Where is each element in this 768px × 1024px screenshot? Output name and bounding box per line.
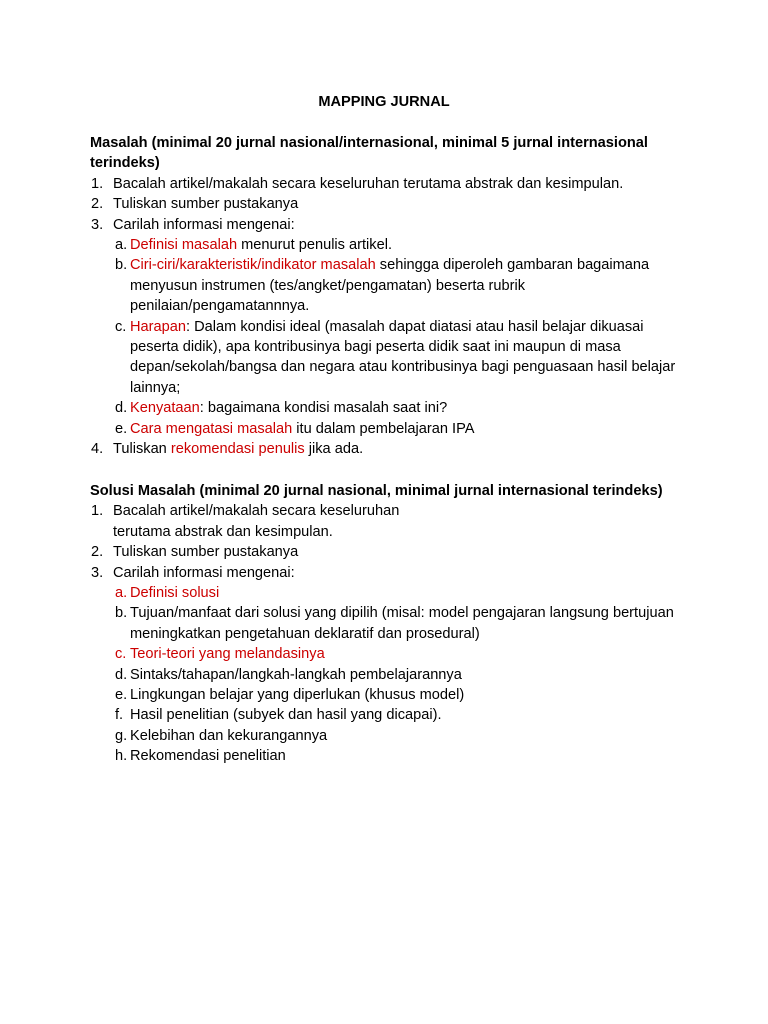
- list-marker: 1.: [91, 503, 104, 520]
- sublist-item: [114, 419, 690, 439]
- sublist-item-text: Tujuan/manfaat dari solusi yang dipilih (misal: model pengajaran langsung bertujuan meningkatkan pengetahuan deklaratif dan prosedural): [130, 605, 674, 642]
- item-description: menurut penulis artikel.: [237, 237, 393, 254]
- sublist-item: [114, 583, 690, 603]
- sublist-item-text: Teori-teori yang melandasinya: [130, 646, 325, 663]
- list-item-text: Tuliskan sumber pustakanya: [113, 544, 299, 561]
- highlight-term: Ciri-ciri/karakteristik/indikator masalah: [130, 257, 376, 274]
- list-marker: 2.: [91, 544, 104, 561]
- item-description: itu dalam pembelajaran IPA: [292, 420, 475, 437]
- list-marker: 4.: [91, 441, 104, 458]
- sublist-marker: d.: [115, 666, 128, 683]
- list-marker: 2.: [91, 196, 104, 213]
- sublist-item-text: Sintaks/tahapan/langkah-langkah pembelajarannya: [130, 666, 462, 683]
- list-item: [90, 215, 690, 235]
- list-item: [90, 439, 690, 459]
- sublist-item: [114, 746, 690, 766]
- sublist-item-text: [130, 235, 690, 255]
- item-line-2: terutama abstrak dan kesimpulan.: [113, 523, 333, 540]
- highlight-term: Definisi masalah: [130, 237, 238, 254]
- highlight-term: Harapan: [130, 318, 186, 335]
- list-item-text: [113, 439, 690, 459]
- sublist-item: [114, 317, 690, 399]
- sublist: [114, 583, 690, 767]
- sublist-marker: c.: [115, 646, 127, 663]
- sublist-item-text: Rekomendasi penelitian: [130, 748, 286, 765]
- list-marker: 3.: [91, 216, 104, 233]
- sublist-marker: h.: [115, 748, 128, 765]
- list-item-text: Carilah informasi mengenai:: [113, 564, 295, 581]
- sublist-item-text: Definisi solusi: [130, 585, 220, 602]
- item-line-1: Bacalah artikel/makalah secara keseluruhan: [113, 503, 400, 520]
- sublist-marker: a.: [115, 585, 128, 602]
- sublist-item: [114, 644, 690, 664]
- sublist-item-text: Hasil penelitian (subyek dan hasil yang dicapai).: [130, 707, 442, 724]
- sublist-item: [114, 685, 690, 705]
- sublist-item: [114, 705, 690, 725]
- sublist: [114, 235, 690, 439]
- sublist-item: [114, 398, 690, 418]
- item-suffix: jika ada.: [304, 441, 364, 458]
- sublist-item-text: [130, 317, 690, 399]
- sublist-marker: e.: [115, 420, 128, 437]
- sublist-marker: e.: [115, 687, 128, 704]
- sublist-marker: b.: [115, 257, 128, 274]
- sublist-item-text: [130, 398, 690, 418]
- sublist-item-text: [130, 255, 690, 316]
- list-item: [90, 563, 690, 583]
- section-masalah: [90, 133, 690, 460]
- sublist-item: [114, 255, 690, 316]
- sublist-marker: c.: [115, 318, 127, 335]
- list-item: [90, 194, 690, 214]
- sublist-marker: f.: [115, 707, 124, 724]
- sublist-marker: b.: [115, 605, 128, 622]
- list-item-text: [113, 501, 690, 542]
- sublist-item-text: Kelebihan dan kekurangannya: [130, 727, 328, 744]
- item-description: : bagaimana kondisi masalah saat ini?: [199, 400, 448, 417]
- item-description: sehingga diperoleh gambaran bagaimana menyusun instrumen (tes/angket/pengamatan) beserta rubrik penilaian/pengamatannnya.: [130, 257, 650, 315]
- highlight-term: Kenyataan: [130, 400, 200, 417]
- section-heading: Solusi Masalah (minimal 20 jurnal nasional, minimal jurnal internasional terindeks): [90, 483, 663, 499]
- sublist-item-text: [130, 419, 690, 439]
- highlight-term: rekomendasi penulis: [170, 441, 305, 458]
- sublist-item: [114, 665, 690, 685]
- list-item-text: Bacalah artikel/makalah secara keseluruhan terutama abstrak dan kesimpulan.: [113, 175, 624, 192]
- list-item-text: Carilah informasi mengenai:: [113, 216, 295, 233]
- sublist-marker: g.: [115, 727, 128, 744]
- list-item-text: Tuliskan sumber pustakanya: [113, 196, 299, 213]
- sublist-item: [114, 235, 690, 255]
- list-item: [90, 174, 690, 194]
- section-heading: Masalah (minimal 20 jurnal nasional/internasional, minimal 5 jurnal internasional terindeks): [90, 135, 648, 172]
- sublist-marker: d.: [115, 400, 128, 417]
- highlight-term: Cara mengatasi masalah: [130, 420, 293, 437]
- item-prefix: Tuliskan: [113, 441, 171, 458]
- sublist-item-text: Lingkungan belajar yang diperlukan (khusus model): [130, 687, 465, 704]
- sublist-item: [114, 603, 690, 644]
- page-title: MAPPING JURNAL: [318, 94, 450, 110]
- list-item: [90, 542, 690, 562]
- section-solusi-masalah: [90, 481, 690, 767]
- sublist-marker: a.: [115, 237, 128, 254]
- list-marker: 3.: [91, 564, 104, 581]
- list-marker: 1.: [91, 175, 104, 192]
- list-item: [90, 501, 690, 542]
- item-description: : Dalam kondisi ideal (masalah dapat diatasi atau hasil belajar dikuasai peserta didik), apa kontribusinya bagi peserta didik saat ini maupun di masa depan/sekolah/bangsa dan negara atau kontribusinya bagi penguasaan hasil belajar lainnya;: [130, 318, 676, 396]
- sublist-item: [114, 726, 690, 746]
